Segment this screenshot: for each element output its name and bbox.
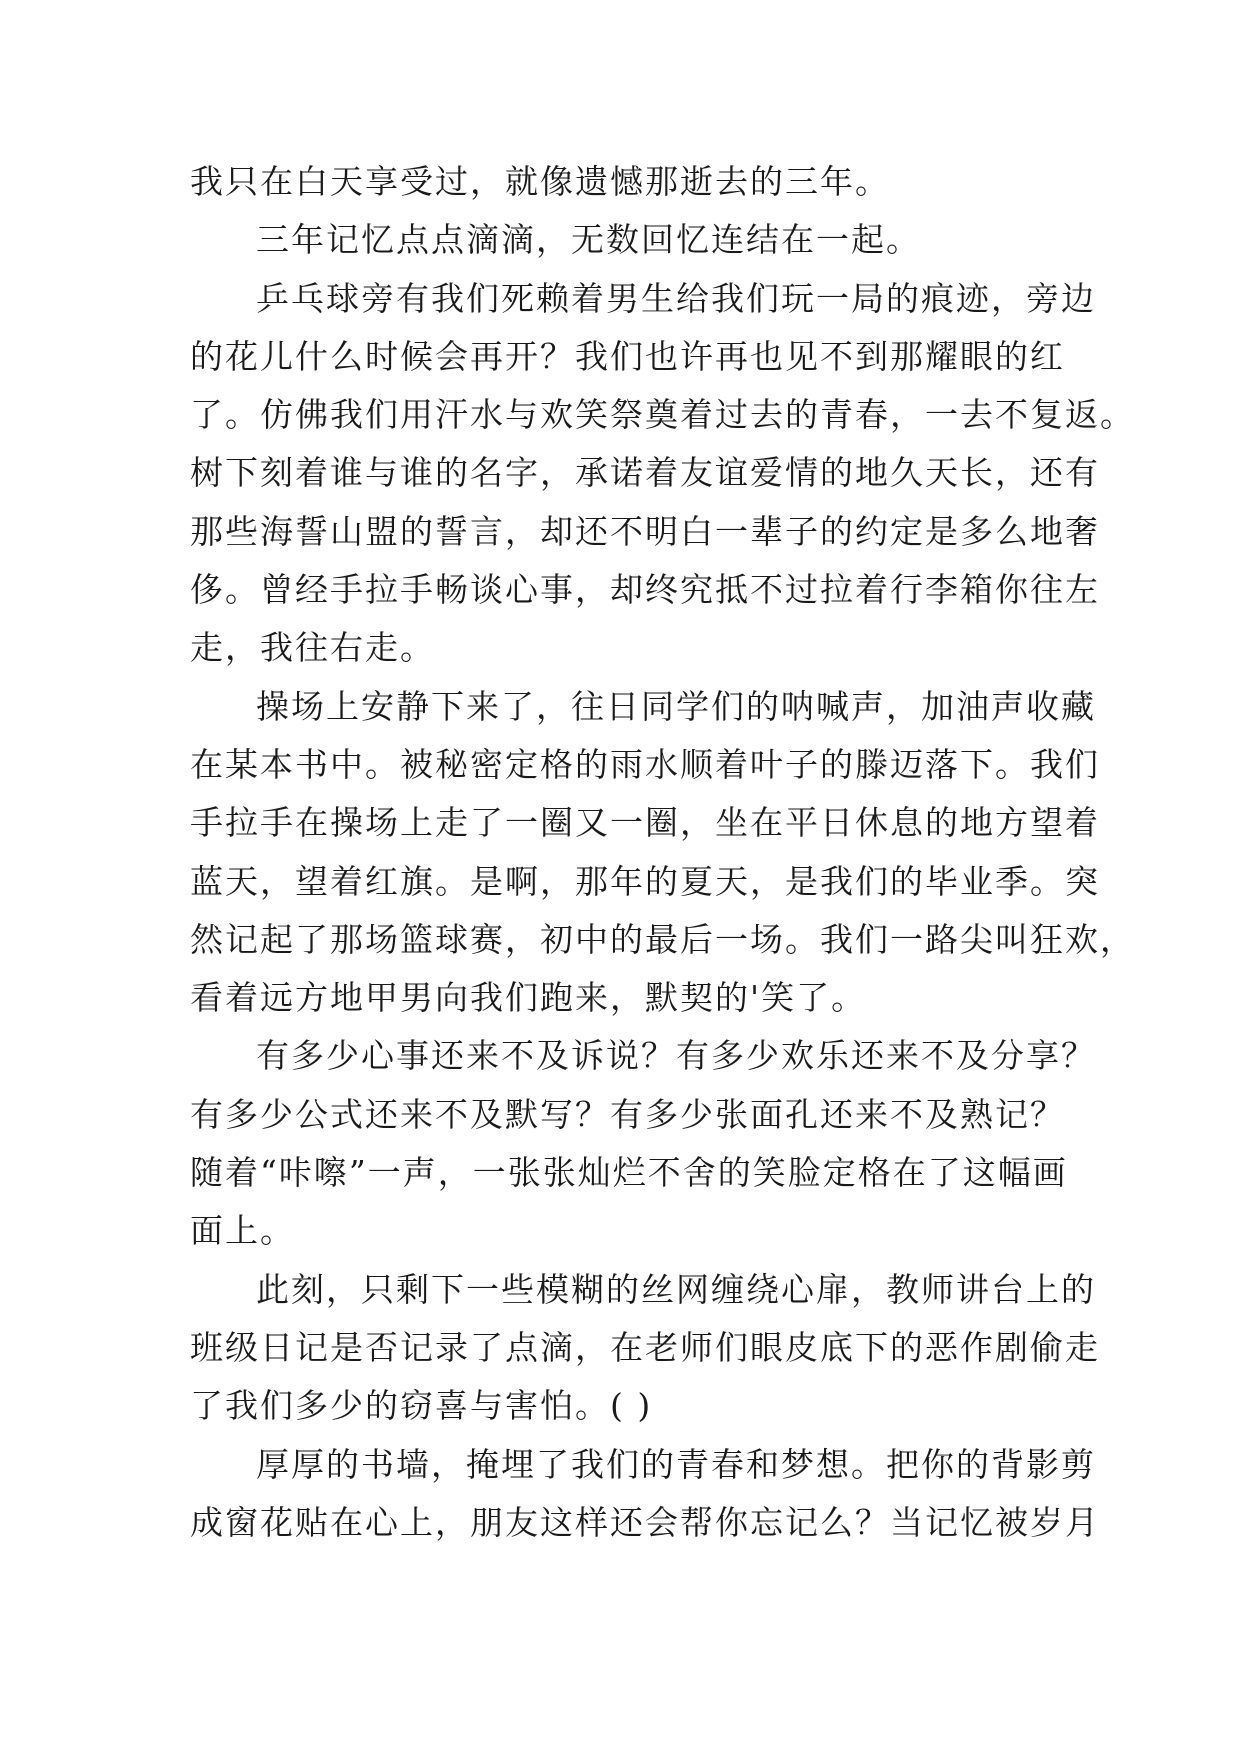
paragraph-first-line: 厚厚的书墙，掩埋了我们的青春和梦想。把你的背影剪 [256,1444,1096,1484]
text-line: 了我们多少的窃喜与害怕。( ) [190,1386,653,1426]
text-line: 班级日记是否记录了点滴，在老师们眼皮底下的恶作剧偷走 [190,1327,1100,1367]
text-line: 成窗花贴在心上，朋友这样还会帮你忘记么？当记忆被岁月 [190,1502,1100,1542]
paragraph-first-line: 有多少心事还来不及诉说？有多少欢乐还来不及分享？ [256,1036,1096,1076]
text-line: 蓝天，望着红旗。是啊，那年的夏天，是我们的毕业季。突 [190,861,1100,901]
text-line: 树下刻着谁与谁的名字，承诺着友谊爱情的地久天长，还有 [190,453,1100,493]
text-line: 在某本书中。被秘密定格的雨水顺着叶子的滕迈落下。我们 [190,744,1100,784]
paragraph-first-line: 操场上安静下来了，往日同学们的呐喊声，加油声收藏 [256,686,1096,726]
text-line: 侈。曾经手拉手畅谈心事，却终究抵不过拉着行李箱你往左 [190,570,1100,610]
text-line: 我只在白天享受过，就像遗憾那逝去的三年。 [190,162,890,201]
text-line: 那些海誓山盟的誓言，却还不明白一辈子的约定是多么地奢 [190,511,1100,551]
text-line: 面上。 [190,1211,295,1251]
text-line: 了。仿佛我们用汗水与欢笑祭奠着过去的青春，一去不复返。 [190,395,1135,435]
paragraph-first-line: 乒乓球旁有我们死赖着男生给我们玩一局的痕迹，旁边 [256,278,1096,318]
text-line: 手拉手在操场上走了一圈又一圈，坐在平日休息的地方望着 [190,803,1100,843]
text-line: 随着“咔嚓”一声，一张张灿烂不舍的笑脸定格在了这幅画 [190,1153,1068,1193]
paragraph-first-line: 三年记忆点点滴滴，无数回忆连结在一起。 [256,220,921,260]
text-line: 有多少公式还来不及默写？有多少张面孔还来不及熟记？ [190,1094,1065,1134]
paragraph-first-line: 此刻，只剩下一些模糊的丝网缠绕心扉，教师讲台上的 [256,1269,1096,1309]
text-line: 的花儿什么时候会再开？我们也许再也见不到那耀眼的红 [190,336,1065,376]
text-line: 然记起了那场篮球赛，初中的最后一场。我们一路尖叫狂欢， [190,919,1135,959]
text-line: 走，我往右走。 [190,628,435,668]
text-line: 看着远方地甲男向我们跑来，默契的'笑了。 [190,978,867,1018]
body-text [190,153,1135,1552]
